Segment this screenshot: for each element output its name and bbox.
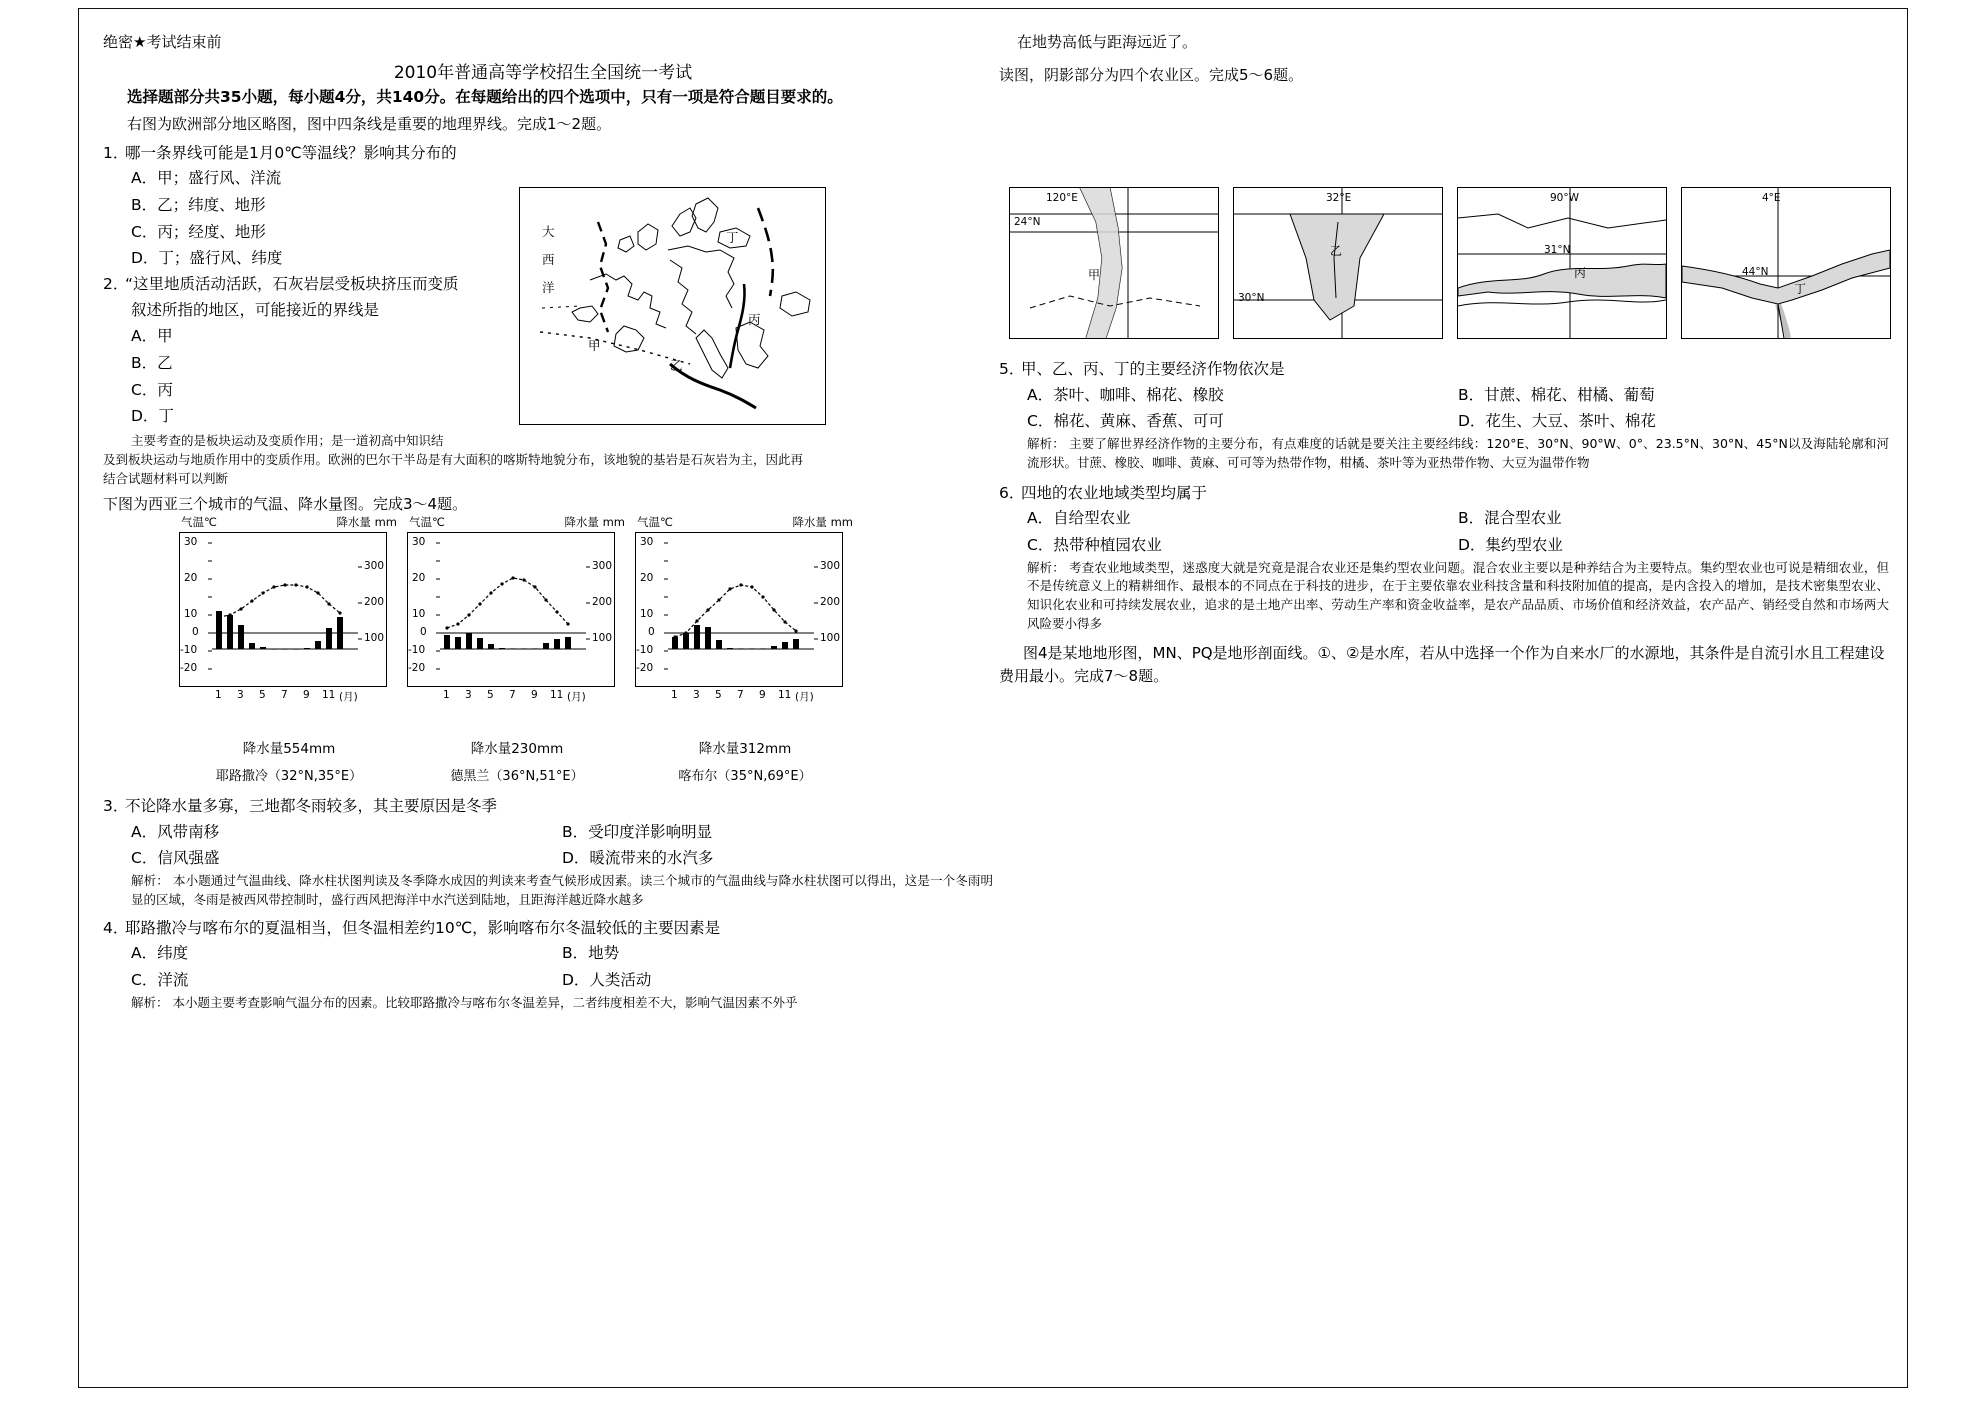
region-map-yi-lon: 32°E: [1326, 192, 1352, 204]
option-5-a[interactable]: A．茶叶、咖啡、棉花、橡胶: [1027, 385, 1224, 404]
chart2-rtick-300: 300: [592, 560, 613, 572]
chart1-ytick-20: 20: [184, 572, 198, 584]
chart2-xtick-1: 1: [443, 689, 450, 701]
chart2-ytick-m20: -20: [408, 662, 426, 674]
option-2-b[interactable]: B．乙: [131, 354, 173, 373]
option-1-a[interactable]: A．甲；盛行风、洋流: [131, 169, 282, 188]
chart2-xunit: (月): [567, 691, 586, 703]
explanation-4-label: 解析：: [131, 994, 169, 1010]
chart2-ytick-m10: -10: [408, 644, 426, 656]
question-5-number: 5．: [999, 360, 1025, 378]
explanation-6-text: 考查农业地域类型，迷惑度大就是究竟是混合农业还是集约型农业问题。混合农业主要以是种养结合为主要特点。集约型农业也可说是精细农业，但不是传统意义上的精耕细作、最根本的不同点在于科技的进步，在于主要依靠农业科技含量和科技附加值的提高，是内含投入的增加，是技术密集型农业、知识化农业和可持续发展农业，追求的是土地产出率、劳动生产率和资金收益率，是农产品品质、市场价值和经济效益，农产品产、销经受自然和市场两大风险要小得多: [1027, 559, 1889, 631]
option-6-a[interactable]: A．自给型农业: [1027, 509, 1131, 528]
climate-charts-figure: [179, 514, 859, 784]
explanation-4: [103, 994, 993, 1013]
question-6: [999, 481, 1889, 506]
chart3-ytick-20: 20: [640, 572, 654, 584]
chart2-ytick-30: 30: [412, 536, 426, 548]
four-region-maps-figure: [1009, 187, 1889, 339]
chart1-prec-label: 降水量: [336, 515, 371, 529]
region-map-jia-lon: 120°E: [1046, 192, 1078, 204]
chart2-temp-unit: 气温℃: [409, 515, 445, 529]
explanation-5: [999, 435, 1889, 473]
chart3-ytick-10: 10: [640, 608, 654, 620]
boundary-line-bing: [730, 284, 745, 368]
question-3-options: [103, 819, 993, 872]
chart3-ytick-0: 0: [648, 626, 655, 638]
explanation-6: [999, 559, 1889, 634]
map-label-jia: 甲: [588, 338, 601, 353]
chart1-ytick-m20: -20: [180, 662, 198, 674]
question-3: [103, 794, 993, 819]
chart3-ytick-m20: -20: [636, 662, 654, 674]
chart1-rtick-100: 100: [364, 632, 385, 644]
chart1-ytick-m10: -10: [180, 644, 198, 656]
explanation-3-text: 本小题通过气温曲线、降水柱状图判读及冬季降水成因的判读来考查气候形成因素。读三个城市的气温曲线与降水柱状图可以得出，这是一个冬雨明显的区域，冬雨是被西风带控制时，盛行西风把海洋中水汽送到陆地，且距海洋越近降水越多: [131, 873, 993, 907]
option-5-d[interactable]: D．花生、大豆、茶叶、棉花: [1458, 412, 1656, 431]
chart2-xtick-3: 3: [465, 689, 472, 701]
chart3-rtick-300: 300: [820, 560, 841, 572]
question-2-subtext: 叙述所指的地区，可能接近的界线是: [131, 300, 380, 319]
chart3-rtick-200: 200: [820, 596, 841, 608]
option-2-d[interactable]: D．丁: [131, 407, 174, 426]
chart1-rtick-300: 300: [364, 560, 385, 572]
right-column-lower: [999, 357, 1889, 688]
question-1-text: 哪一条界线可能是1月0℃等温线？影响其分布的: [125, 143, 457, 162]
option-6-c[interactable]: C．热带种植园农业: [1027, 536, 1162, 555]
chart2-rtick-100: 100: [592, 632, 613, 644]
region-map-ding-label: 丁: [1794, 282, 1807, 296]
chart2-xtick-5: 5: [487, 689, 494, 701]
chart3-ytick-m10: -10: [636, 644, 654, 656]
region-map-bing-label: 丙: [1574, 266, 1587, 280]
chart1-ytick-10: 10: [184, 608, 198, 620]
question-1: [103, 141, 983, 166]
explanation-1-2-line3: 结合试题材料可以判断: [103, 470, 229, 486]
chart1-caption-precip: 降水量554mm: [242, 741, 336, 757]
explanation-3-label: 解析：: [131, 873, 169, 889]
explanation-6-label: 解析：: [1027, 559, 1065, 575]
chart1-temp-unit: 气温℃: [181, 515, 217, 529]
option-4-a[interactable]: A．纬度: [131, 944, 189, 963]
map-label-atlantic-xi: 西: [542, 252, 555, 267]
chart2-caption-city: 德黑兰（36°N,51°E）: [450, 769, 584, 784]
map-label-bing: 丙: [748, 312, 761, 327]
option-6-d[interactable]: D．集约型农业: [1458, 536, 1563, 555]
option-1-d[interactable]: D．丁；盛行风、纬度: [131, 249, 283, 268]
option-4-c[interactable]: C．洋流: [131, 971, 189, 990]
chart1-rtick-200: 200: [364, 596, 385, 608]
chart3-xtick-3: 3: [693, 689, 700, 701]
climate-chart-jerusalem: [179, 514, 399, 784]
chart2-rtick-200: 200: [592, 596, 613, 608]
chart1-xtick-9: 9: [303, 689, 310, 701]
question-6-number: 6．: [999, 483, 1025, 502]
boundary-line-ding: [758, 208, 773, 296]
question-2-number: 2．: [103, 274, 129, 293]
region-map-ding-lon: 4°E: [1762, 192, 1781, 204]
climate-chart-tehran: [407, 514, 627, 784]
explanation-1-2-line1: 主要考查的是板块运动及变质作用；是一道初高中知识结: [131, 433, 444, 448]
page-title: 2010年普通高等学校招生全国统一考试: [393, 63, 693, 83]
question-6-options: [999, 505, 1889, 558]
option-5-c[interactable]: C．棉花、黄麻、香蕉、可可: [1027, 412, 1224, 431]
chart1-xunit: (月): [339, 691, 358, 703]
chart1-xtick-3: 3: [237, 689, 244, 701]
chart2-caption-precip: 降水量230mm: [470, 741, 564, 757]
chart3-rtick-100: 100: [820, 632, 841, 644]
question-5-text: 甲、乙、丙、丁的主要经济作物依次是: [1021, 360, 1285, 378]
lead-q3-q4: 下图为西亚三个城市的气温、降水量图。完成3～4题。: [103, 495, 468, 514]
chart3-caption-city: 喀布尔（35°N,69°E）: [678, 769, 812, 784]
option-4-b[interactable]: B．地势: [562, 944, 620, 963]
chart2-xtick-9: 9: [531, 689, 538, 701]
europe-map-svg: [520, 188, 823, 422]
chart3-temp-unit: 气温℃: [637, 515, 673, 529]
chart3-xtick-5: 5: [715, 689, 722, 701]
region-map-bing: [1457, 187, 1667, 339]
option-3-c[interactable]: C．信风强盛: [131, 849, 220, 868]
option-1-c[interactable]: C．丙；经度、地形: [131, 222, 266, 241]
lead-q1-q2: 右图为欧洲部分地区略图，图中四条线是重要的地理界线。完成1～2题。: [127, 115, 612, 134]
question-1-number: 1．: [103, 143, 129, 162]
chart2-xtick-11: 11: [550, 689, 564, 701]
region-map-ding: [1681, 187, 1891, 339]
region-map-yi: [1233, 187, 1443, 339]
chart2-plot: [407, 532, 615, 687]
chart2-ytick-20: 20: [412, 572, 426, 584]
explanation-5-label: 解析：: [1027, 436, 1065, 452]
question-4: [103, 916, 993, 941]
continuation-text: 在地势高低与距海远近了。: [1017, 33, 1198, 51]
chart1-ytick-0: 0: [192, 626, 199, 638]
explanation-5-text: 主要了解世界经济作物的主要分布，有点难度的话就是要关注主要经纬线：120°E、30°N、90°W、0°、23.5°N、30°N、45°N以及海陆轮廓和河流形状。甘蔗、橡胶、咖啡、黄麻、可可等为热带作物，柑橘、茶叶等为亚热带作物、大豆为温带作物: [1027, 436, 1889, 470]
question-3-text: 不论降水量多寡，三地都冬雨较多，其主要原因是冬季: [125, 797, 498, 815]
map-label-atlantic-da: 大: [542, 224, 555, 239]
chart3-xtick-7: 7: [737, 689, 744, 701]
question-2-text: “这里地质活动活跃，石灰岩层受板块挤压而变质: [125, 274, 459, 293]
option-5-b[interactable]: B．甘蔗、棉花、柑橘、葡萄: [1458, 385, 1655, 404]
explanation-3: [103, 872, 993, 910]
chart3-xunit: (月): [795, 691, 814, 703]
option-2-c[interactable]: C．丙: [131, 380, 173, 399]
exam-instruction: 选择题部分共35小题，每小题4分，共140分。在每题给出的四个选项中，只有一项是符合题目要求的。: [127, 88, 843, 106]
region-map-bing-lat: 31°N: [1544, 244, 1571, 256]
explanation-4-text: 本小题主要考查影响气温分布的因素。比较耶路撒冷与喀布尔冬温差异，二者纬度相差不大，影响气温因素不外乎: [172, 994, 798, 1010]
question-4-options: [103, 940, 993, 993]
chart2-prec-label: 降水量: [564, 515, 599, 529]
question-4-number: 4．: [103, 918, 129, 937]
option-3-d[interactable]: D．暖流带来的水汽多: [562, 849, 714, 868]
chart1-caption-city: 耶路撒冷（32°N,35°E）: [215, 769, 363, 784]
chart1-plot: [179, 532, 387, 687]
chart1-ytick-30: 30: [184, 536, 198, 548]
question-3-number: 3．: [103, 797, 129, 815]
chart3-caption-precip: 降水量312mm: [698, 741, 792, 757]
chart3-xtick-11: 11: [778, 689, 792, 701]
region-map-jia-lat: 24°N: [1014, 216, 1041, 228]
option-1-b[interactable]: B．乙；纬度、地形: [131, 195, 266, 214]
region-map-jia: [1009, 187, 1219, 339]
question-5-options: [999, 382, 1889, 435]
region-map-yi-label: 乙: [1330, 244, 1343, 258]
chart1-prec-unit: mm: [374, 515, 397, 529]
lead-q7-q8: 图4是某地地形图，MN、PQ是地形剖面线。①、②是水库，若从中选择一个作为自来水厂的水源地，其条件是自流引水且工程建设费用最小。完成7～8题。: [999, 643, 1885, 685]
explanation-1-2-line2: 及到板块运动与地质作用中的变质作用。欧洲的巴尔干半岛是有大面积的喀斯特地貌分布，该地貌的基岩是石灰岩为主，因此再: [103, 451, 804, 467]
region-map-ding-lat: 44°N: [1742, 266, 1769, 278]
map-label-yi: 乙: [670, 358, 683, 373]
option-3-b[interactable]: B．受印度洋影响明显: [562, 822, 713, 841]
map-label-atlantic-yang: 洋: [542, 280, 555, 295]
region-map-yi-lat: 30°N: [1238, 292, 1265, 304]
chart2-xtick-7: 7: [509, 689, 516, 701]
chart3-xtick-9: 9: [759, 689, 766, 701]
region-map-bing-lon: 90°W: [1550, 192, 1579, 204]
option-3-a[interactable]: A．风带南移: [131, 822, 220, 841]
option-2-a[interactable]: A．甲: [131, 327, 173, 346]
europe-map-figure: [519, 187, 826, 425]
map-label-ding: 丁: [726, 230, 739, 245]
lead-q5-q6: 读图，阴影部分为四个农业区。完成5～6题。: [999, 66, 1304, 85]
left-column-lower: [103, 794, 993, 1012]
chart1-xtick-11: 11: [322, 689, 336, 701]
question-5: [999, 357, 1889, 382]
boundary-line-jia: [598, 222, 608, 332]
option-4-d[interactable]: D．人类活动: [562, 971, 652, 990]
chart2-ytick-0: 0: [420, 626, 427, 638]
chart2-prec-unit: mm: [602, 515, 625, 529]
question-4-text: 耶路撒冷与喀布尔的夏温相当，但冬温相差约10℃，影响喀布尔冬温较低的主要因素是: [125, 918, 721, 937]
question-6-text: 四地的农业地域类型均属于: [1021, 483, 1208, 502]
chart3-prec-unit: mm: [830, 515, 853, 529]
chart2-ytick-10: 10: [412, 608, 426, 620]
climate-chart-kabul: [635, 514, 855, 784]
region-map-jia-label: 甲: [1088, 268, 1101, 282]
right-column: [999, 31, 1879, 88]
chart1-xtick-7: 7: [281, 689, 288, 701]
chart3-ytick-30: 30: [640, 536, 654, 548]
chart3-plot: [635, 532, 843, 687]
secret-label: 绝密★考试结束前: [103, 33, 222, 51]
exam-page: [78, 8, 1908, 1388]
chart3-xtick-1: 1: [671, 689, 678, 701]
chart3-prec-label: 降水量: [792, 515, 827, 529]
option-6-b[interactable]: B．混合型农业: [1458, 509, 1562, 528]
chart1-xtick-5: 5: [259, 689, 266, 701]
chart1-xtick-1: 1: [215, 689, 222, 701]
